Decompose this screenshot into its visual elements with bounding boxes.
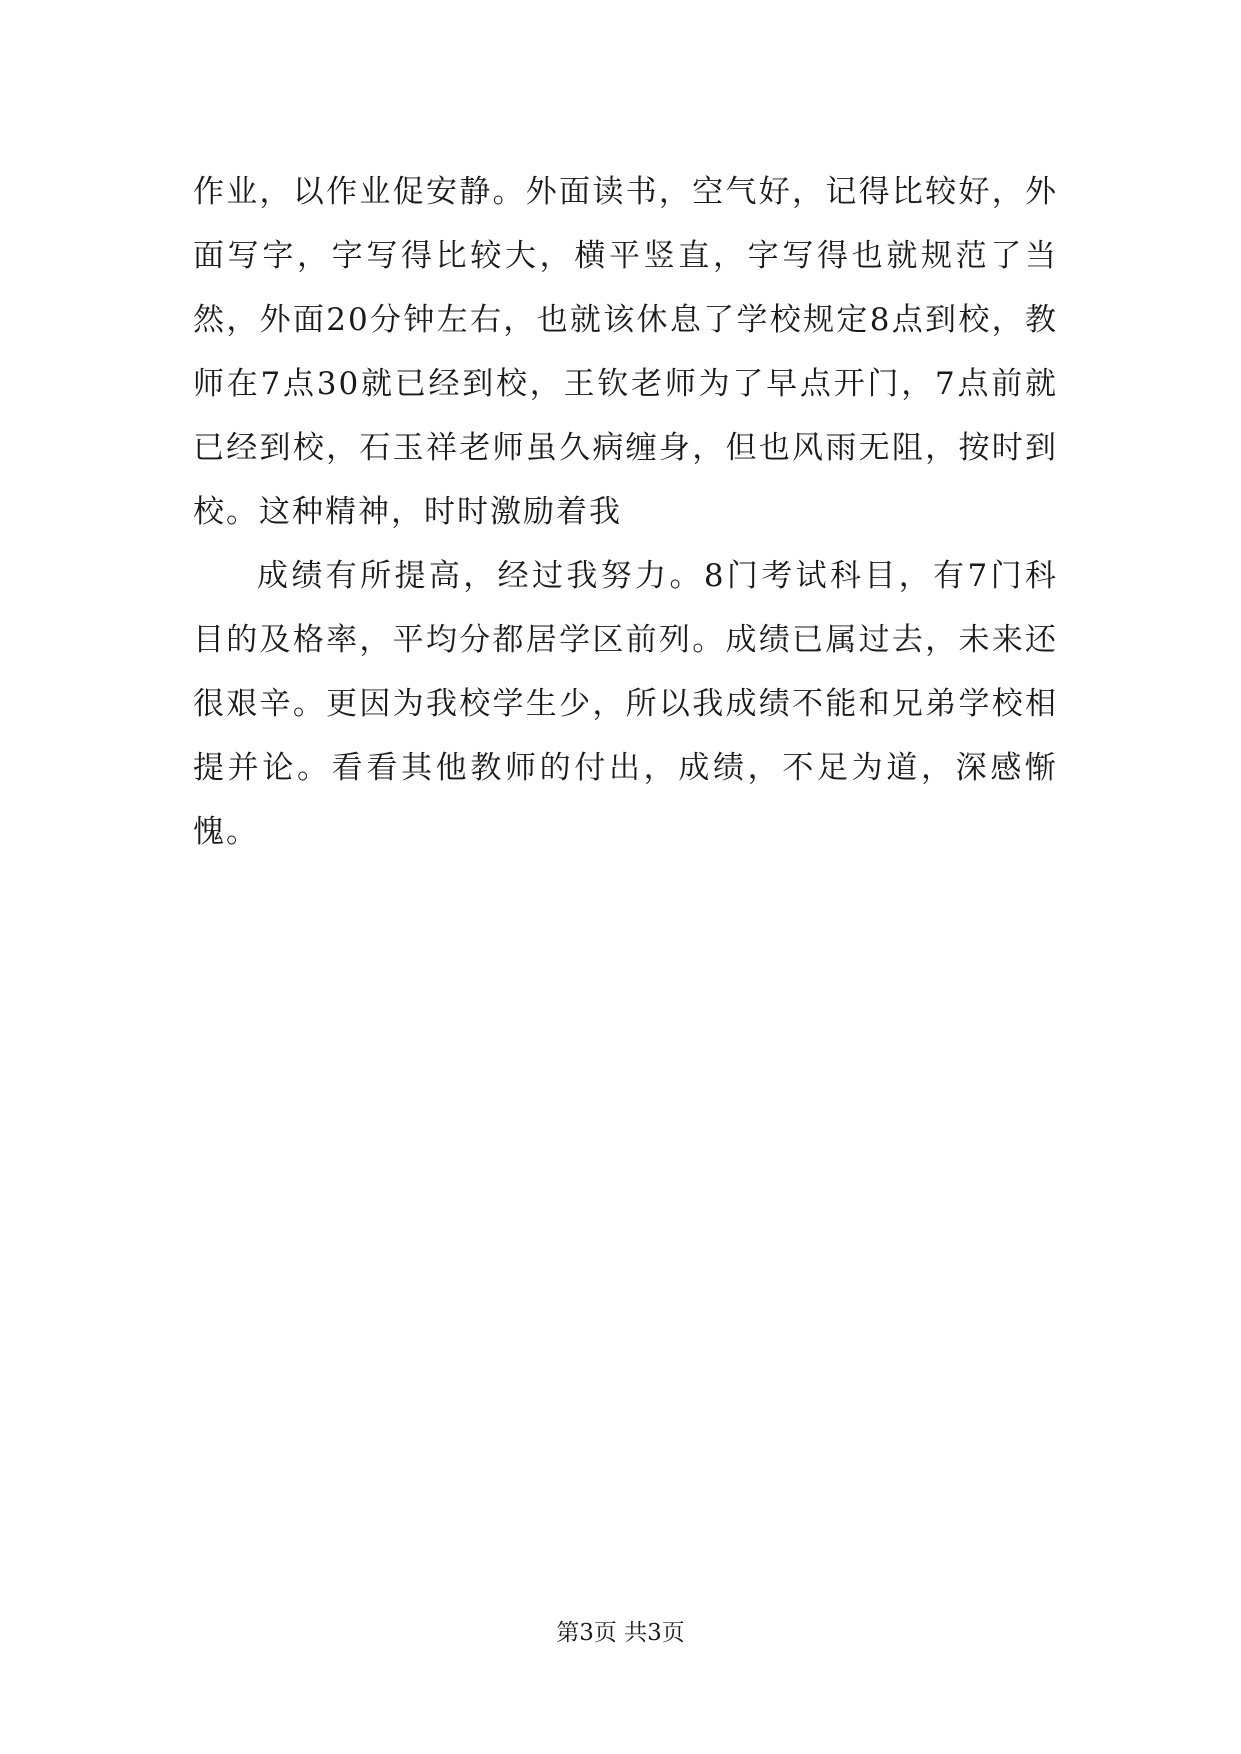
document-body <box>193 160 1058 864</box>
page-number-footer: 第3页 共3页 <box>556 1620 685 1646</box>
paragraph-results: 成绩有所提高，经过我努力。8门考试科目，有7门科目的及格率，平均分都居学区前列。成绩已属过去，未来还很艰辛。更因为我校学生少，所以我成绩不能和兄弟学校相提并论。看看其他教师的付出，成绩，不足为道，深感惭愧。 <box>193 558 1058 850</box>
paragraph-continuation: 作业，以作业促安静。外面读书，空气好，记得比较好，外面写字，字写得比较大，横平竖直，字写得也就规范了当然，外面20分钟左右，也就该休息了学校规定8点到校，教师在7点30就已经到校，王钦老师为了早点开门，7点前就已经到校，石玉祥老师虽久病缠身，但也风雨无阻，按时到校。这种精神，时时激励着我 <box>193 174 1058 530</box>
